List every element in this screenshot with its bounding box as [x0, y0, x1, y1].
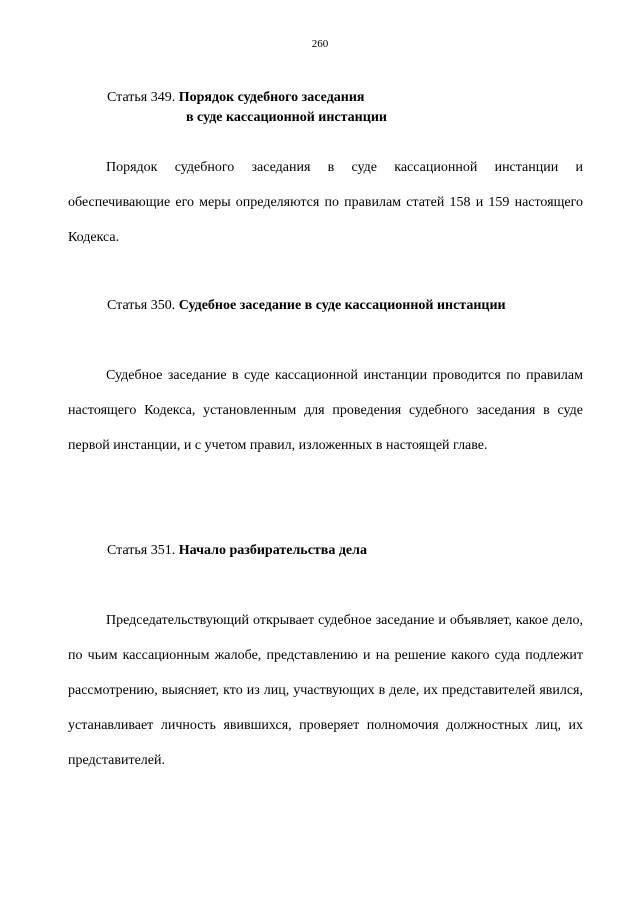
article-350-text: Судебное заседание в суде кассационной инстанции проводится по правилам настоящего Кодекса, установленным для проведения судебного заседания в суде первой инстанции, и с учетом правил, изложенных в настоящей главе.	[68, 368, 583, 453]
article-349-heading	[107, 88, 387, 128]
article-350-title: Судебное заседание в суде кассационной инстанции	[178, 298, 506, 313]
article-349-prefix: Статья 349.	[107, 90, 176, 105]
article-349-text: Порядок судебного заседания в суде кассационной инстанции и обеспечивающие его меры определяются по правилам статей 158 и 159 настоящего Кодекса.	[68, 160, 583, 245]
article-350-prefix: Статья 350.	[107, 298, 176, 313]
article-349-title: Порядок судебного заседания	[178, 90, 365, 105]
article-350-heading	[107, 296, 506, 316]
article-351-text: Председательствующий открывает судебное заседание и объявляет, какое дело, по чьим кассационным жалобе, представлению и на решение какого суда подлежит рассмотрению, выясняет, кто из лиц, участвующих в деле, их представителей явился, устанавливает личность явившихся, проверяет полномочия должностных лиц, их представителей.	[68, 613, 583, 768]
article-351-prefix: Статья 351.	[107, 543, 176, 558]
article-351-title: Начало разбирательства дела	[178, 543, 368, 558]
article-351-heading	[107, 541, 367, 561]
page-number: 260	[311, 38, 329, 50]
article-349-title-line2: в суде кассационной инстанции	[186, 110, 387, 125]
